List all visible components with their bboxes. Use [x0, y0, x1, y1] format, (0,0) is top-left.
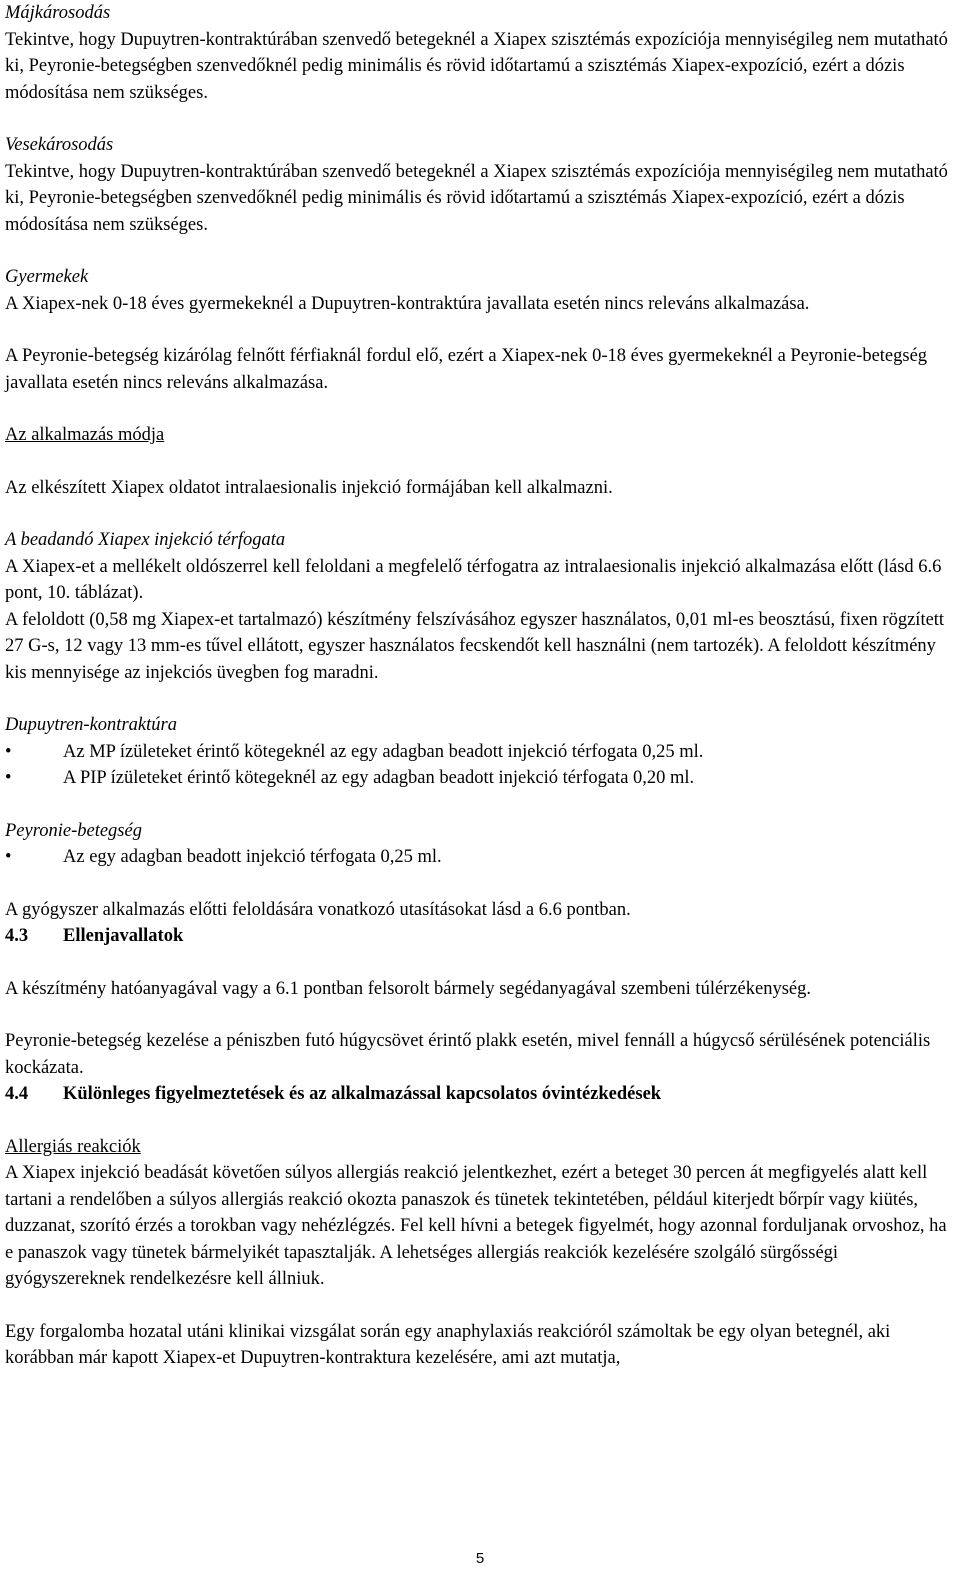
children-heading: Gyermekek [5, 267, 89, 287]
allergy-text-2: Egy forgalomba hozatal utáni klinikai vizsgálat során egy anaphylaxiás reakcióról számoltak be egy olyan betegnél, aki korábban már kapott Xiapex-et Dupuytren-kontraktura kezelésére, ami azt mutatja, [5, 1321, 891, 1368]
children-text-1: A Xiapex-nek 0-18 éves gyermekeknél a Dupuytren-kontraktúra javallata esetén nincs releváns alkalmazása. [5, 293, 810, 314]
bullet-icon: • [5, 847, 12, 867]
bullet-icon: • [5, 741, 12, 762]
allergy-text-1: A Xiapex injekció beadását követően súlyos allergiás reakció jelentkezhet, ezért a beteget 30 percen át megfigyelés alatt kell tartani a rendelőben a súlyos allergiás reakció okozta panaszok és tünetek tekintetében, például kiterjedt bőrpír vagy kiütés, duzzanat, szorító érzés a torokban vagy nehézlégzés. Fel kell hívni a betegek figyelmét, hogy azonnal forduljanak orvoshoz, ha e panaszok vagy tünetek bármelyikét tapasztalják. A lehetséges allergiás reakciók kezelésére szolgáló sürgősségi gyógyszereknek rendelkezésre kell állniuk. [5, 1163, 947, 1289]
dupuytren-heading: Dupuytren-kontraktúra [5, 715, 177, 735]
section-heading-4-4 [5, 1081, 955, 1108]
allergy-heading: Allergiás reakciók [5, 1136, 141, 1157]
list-item [5, 844, 955, 871]
list-item-text: Az egy adagban beadott injekció térfogata 0,25 ml. [63, 847, 442, 867]
peyronie-bullet-list [5, 844, 955, 871]
list-item [5, 739, 955, 766]
list-item-text: Az MP ízületeket érintő kötegeknél az egy adagban beadott injekció térfogata 0,25 ml. [63, 741, 704, 762]
administration-text: Az elkészített Xiapex oldatot intralaesionalis injekció formájában kell alkalmazni. [5, 477, 613, 498]
section-title: Ellenjavallatok [63, 926, 184, 946]
children-text-2: A Peyronie-betegség kizárólag felnőtt férfiaknál fordul elő, ezért a Xiapex-nek 0-18 éves gyermekeknél a Peyronie-betegség javallata esetén nincs releváns alkalmazása. [5, 346, 928, 393]
volume-text-1: A Xiapex-et a mellékelt oldószerrel kell feloldani a megfelelő térfogatra az intralaesionalis injekció alkalmazása előtt (lásd 6.6 pont, 10. táblázat). [5, 556, 942, 603]
section-number: 4.3 [5, 926, 29, 946]
list-item-text: A PIP ízületeket érintő kötegeknél az egy adagban beadott injekció térfogata 0,20 ml. [63, 768, 695, 788]
peyronie-note: A gyógyszer alkalmazás előtti feloldására vonatkozó utasításokat lásd a 6.6 pontban. [5, 899, 631, 920]
peyronie-heading: Peyronie-betegség [5, 820, 142, 841]
section-title: Különleges figyelmeztetések és az alkalmazással kapcsolatos óvintézkedések [63, 1084, 662, 1104]
document-page [5, 0, 955, 1372]
liver-heading: Májkárosodás [5, 3, 111, 23]
section-number: 4.4 [5, 1084, 29, 1104]
list-item [5, 765, 955, 792]
page-number: 5 [475, 1550, 485, 1567]
liver-text: Tekintve, hogy Dupuytren-kontraktúrában szenvedő betegeknél a Xiapex szisztémás expozíciója mennyiségileg nem mutatható ki, Peyronie-betegségben szenvedőknél pedig minimális és rövid időtartamú a szisztémás Xiapex-expozíció, ezért a dózis módosítása nem szükséges. [5, 29, 948, 103]
volume-text-2: A feloldott (0,58 mg Xiapex-et tartalmazó) készítmény felszívásához egyszer használatos, 0,01 ml-es beosztású, fixen rögzített 27 G-s, 12 vagy 13 mm-es tűvel ellátott, egyszer használatos fecskendőt kell használni (nem tartozék). A feloldott készítmény kis mennyisége az injekciós üvegben fog maradni. [5, 609, 945, 683]
volume-heading: A beadandó Xiapex injekció térfogata [5, 530, 286, 550]
administration-heading: Az alkalmazás módja [5, 425, 165, 445]
section-heading-4-3 [5, 923, 955, 950]
contra-text-2: Peyronie-betegség kezelése a péniszben futó húgycsövet érintő plakk esetén, mivel fennáll a húgycső sérülésének potenciális kockázata. [5, 1031, 931, 1078]
dupuytren-bullet-list [5, 739, 955, 792]
kidney-heading: Vesekárosodás [5, 135, 114, 155]
bullet-icon: • [5, 768, 12, 788]
kidney-text: Tekintve, hogy Dupuytren-kontraktúrában szenvedő betegeknél a Xiapex szisztémás expozíciója mennyiségileg nem mutatható ki, Peyronie-betegségben szenvedőknél pedig minimális és rövid időtartamú a szisztémás Xiapex-expozíció, ezért a dózis módosítása nem szükséges. [5, 161, 948, 235]
contra-text-1: A készítmény hatóanyagával vagy a 6.1 pontban felsorolt bármely segédanyagával szembeni túlérzékenység. [5, 978, 812, 999]
